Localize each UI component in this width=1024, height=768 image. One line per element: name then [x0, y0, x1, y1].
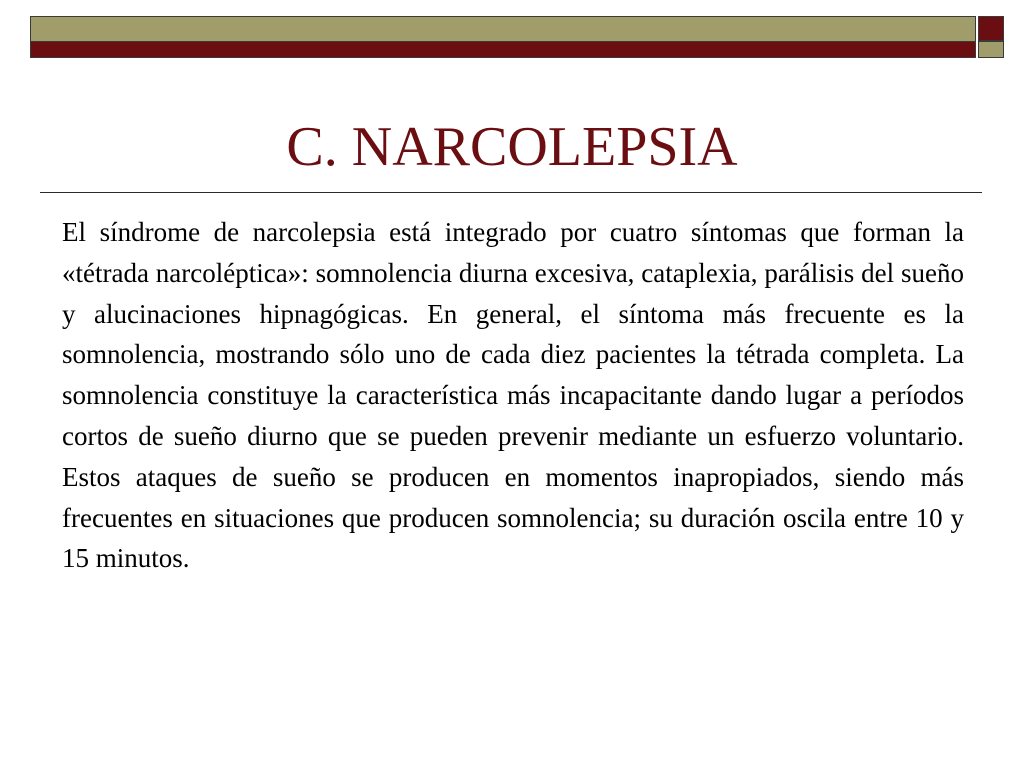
corner-square-olive	[978, 41, 1004, 58]
header-band-maroon-stripe	[31, 42, 975, 58]
corner-square-maroon	[978, 16, 1004, 41]
title-divider	[40, 192, 982, 193]
slide-body-text: El síndrome de narcolepsia está integrado por cuatro síntomas que forman la «tétrada narcoléptica»: somnolencia diurna excesiva, cataplexia, parálisis del sueño y alucinaciones hipnagógicas. En general, el síntoma más frecuente es la somnolencia, mostrando sólo uno de cada diez pacientes la tétrada completa. La somnolencia constituye la característica más incapacitante dando lugar a períodos cortos de sueño diurno que se pueden prevenir mediante un esfuerzo voluntario. Estos ataques de sueño se producen en momentos inapropiados, siendo más frecuentes en situaciones que producen somnolencia; su duración oscila entre 10 y 15 minutos.	[62, 217, 964, 574]
header-band	[30, 16, 976, 58]
slide-title: C. NARCOLEPSIA	[286, 116, 738, 178]
header-band-olive-stripe	[31, 17, 975, 42]
